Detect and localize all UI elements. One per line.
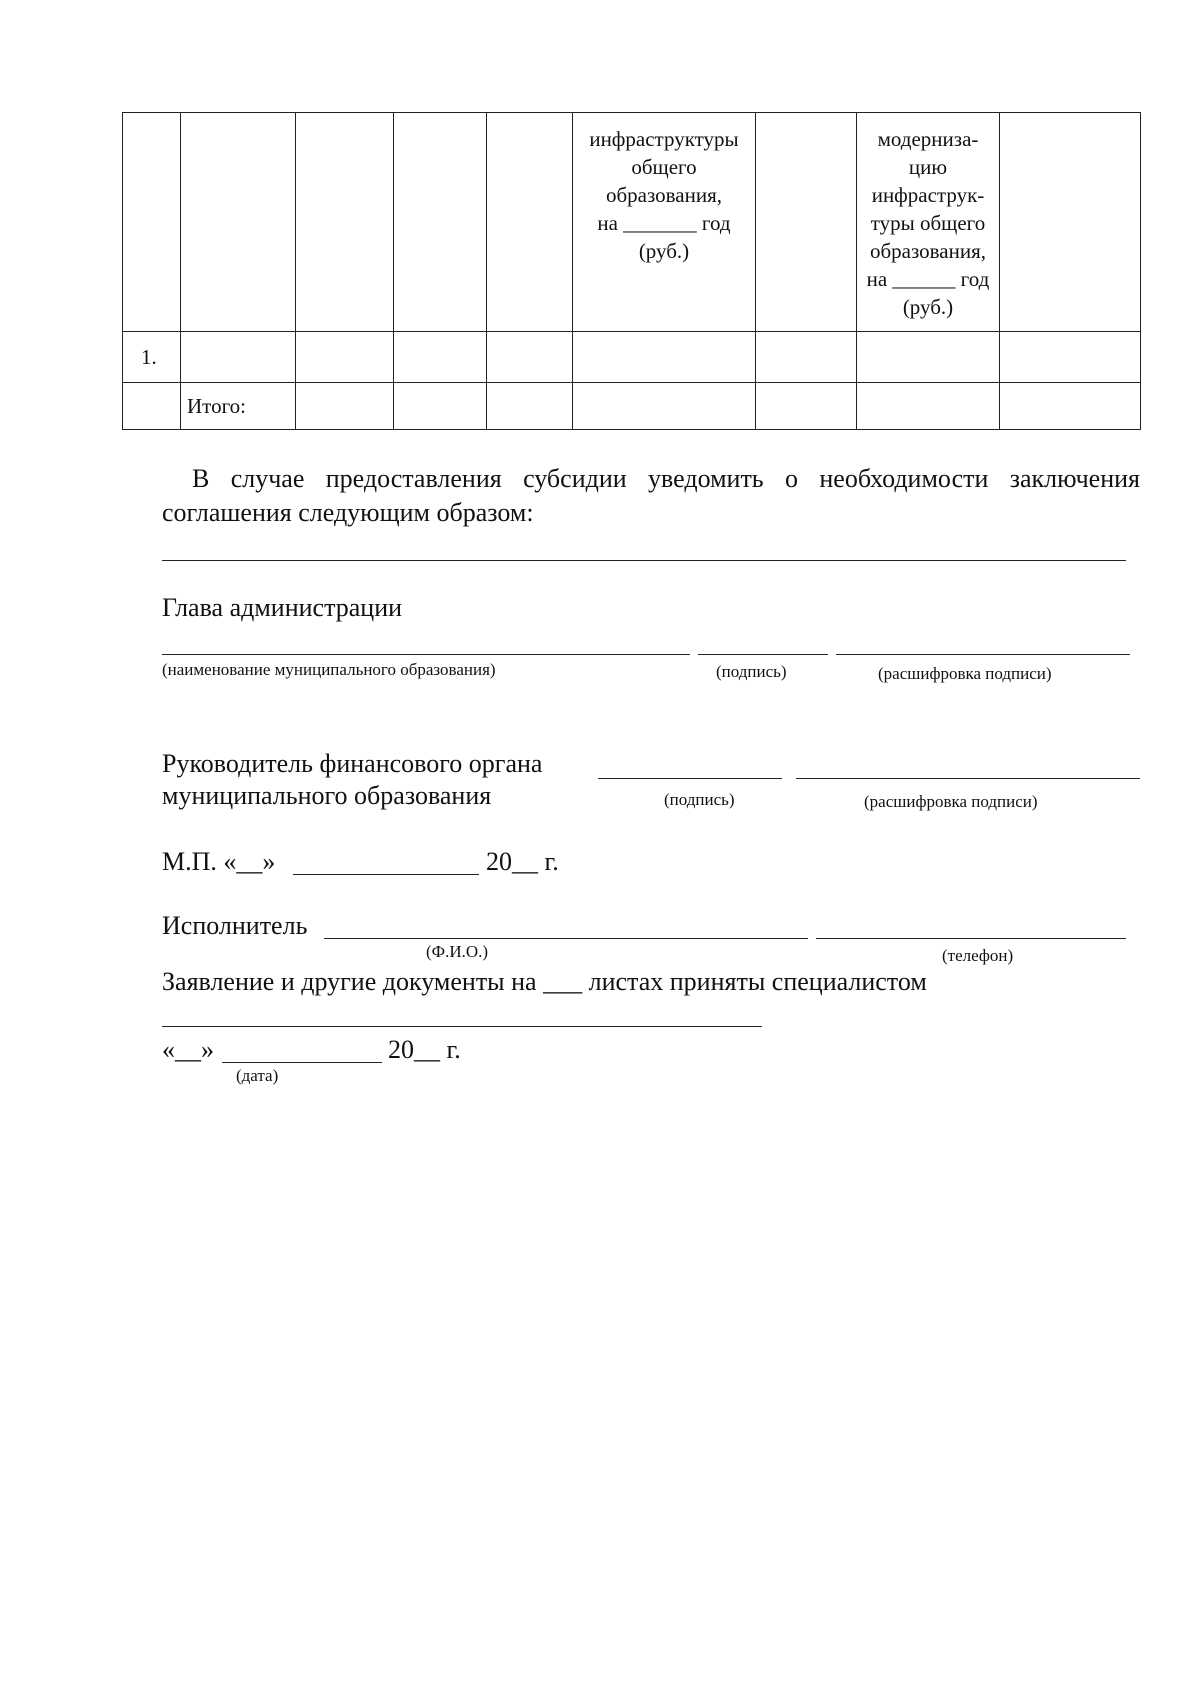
- executor-label: Исполнитель: [162, 911, 308, 940]
- specialist-line[interactable]: [162, 1026, 762, 1027]
- table-cell: [857, 332, 1000, 383]
- executor-name-caption: (Ф.И.О.): [426, 942, 489, 961]
- table-cell: [296, 332, 394, 383]
- date-year: 20__ г.: [388, 1035, 461, 1064]
- table-cell: [394, 383, 487, 430]
- table-cell: [1000, 113, 1141, 332]
- table-cell: [394, 113, 487, 332]
- date-prefix: «__»: [162, 1035, 214, 1064]
- table-cell: [487, 113, 573, 332]
- municipality-name-caption: (наименование муниципального образования): [162, 660, 496, 679]
- header-infrastructure-text: инфраструктуры общего образования, на _______ год (руб.): [589, 127, 739, 263]
- table-cell: [123, 113, 181, 332]
- stamp-year: 20__ г.: [486, 847, 559, 876]
- table-cell: [123, 383, 181, 430]
- stamp-month-line[interactable]: [293, 874, 479, 875]
- table-cell: [296, 383, 394, 430]
- finance-decoding-line[interactable]: [796, 778, 1140, 779]
- finance-title-line1: Руководитель финансового органа: [162, 749, 543, 778]
- finance-signature-caption: (подпись): [664, 790, 735, 809]
- row-number-cell: 1.: [123, 332, 181, 383]
- notice-fill-line[interactable]: [162, 560, 1126, 561]
- date-caption: (дата): [236, 1066, 279, 1085]
- table-header-row: [123, 113, 1141, 332]
- head-decoding-caption: (расшифровка подписи): [878, 664, 1052, 683]
- table-cell: [487, 332, 573, 383]
- executor-phone-caption: (телефон): [942, 946, 1014, 965]
- table-cell: [1000, 332, 1141, 383]
- executor-phone-line[interactable]: [816, 938, 1126, 939]
- table-cell: [181, 332, 296, 383]
- table-row: [123, 332, 1141, 383]
- header-modernization-text: модерниза- цию инфраструк- туры общего образования, на ______ год (руб.): [866, 127, 990, 319]
- table-cell: [573, 383, 756, 430]
- head-signature-caption: (подпись): [716, 662, 787, 681]
- table-total-row: [123, 383, 1141, 430]
- table-cell: [181, 113, 296, 332]
- accepted-text: Заявление и другие документы на ___ листах приняты специалистом: [162, 967, 927, 996]
- executor-name-line[interactable]: [324, 938, 808, 939]
- table-cell: [296, 113, 394, 332]
- table-cell: [573, 332, 756, 383]
- head-signature-line[interactable]: [698, 654, 828, 655]
- table-header-cell: [857, 113, 1000, 332]
- finance-title-line2: муниципального образования: [162, 781, 492, 810]
- stamp-prefix: М.П. «__»: [162, 847, 276, 876]
- table-cell: [1000, 383, 1141, 430]
- finance-decoding-caption: (расшифровка подписи): [864, 792, 1038, 811]
- table-cell: [756, 332, 857, 383]
- table-cell: [487, 383, 573, 430]
- municipality-name-line[interactable]: [162, 654, 690, 655]
- subsidy-table: [122, 112, 1141, 430]
- date-month-line[interactable]: [222, 1062, 382, 1063]
- table-cell: [756, 113, 857, 332]
- table-header-cell: [573, 113, 756, 332]
- total-label-cell: Итого:: [181, 383, 296, 430]
- notice-paragraph: В случае предоставления субсидии уведомить о необходимости заключения соглашения следующим образом:: [162, 464, 1140, 527]
- table-cell: [394, 332, 487, 383]
- table-cell: [756, 383, 857, 430]
- finance-signature-line[interactable]: [598, 778, 782, 779]
- table-cell: [857, 383, 1000, 430]
- head-title: Глава администрации: [162, 593, 403, 622]
- head-decoding-line[interactable]: [836, 654, 1130, 655]
